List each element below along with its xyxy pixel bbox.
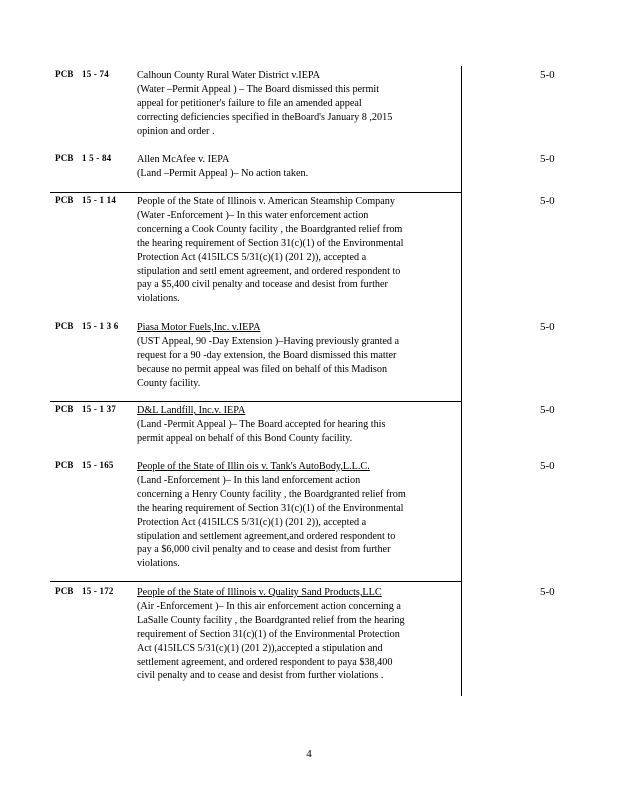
summary-line: civil penalty and to cease and desist from further violations . (137, 670, 384, 682)
case-title-text: People of the State of Illinois v. Quality Sand Products,LLC (137, 587, 382, 598)
vote-tally: 5-0 (540, 195, 555, 207)
summary-line: concerning a Henry County facility , the Boardgranted relief from (137, 488, 406, 500)
summary-line: Protection Act (415ILCS 5/31(c)(1) (201 2)), accepted a (137, 251, 367, 263)
summary-line: pay a $5,400 civil penalty and tocease and desist from further (137, 279, 388, 291)
docket-number: 15 - 165 (82, 460, 114, 470)
case-summary (137, 195, 447, 306)
docket-number: 15 - 1 14 (82, 195, 117, 205)
case-title (137, 586, 447, 600)
docket-number: 15 - 74 (82, 69, 109, 79)
page-number: 4 (306, 748, 312, 760)
summary-line: stipulation and settlement agreement,and ordered respondent to (137, 530, 396, 542)
docket-number: 15 - 1 3 6 (82, 321, 119, 331)
summary-line: Protection Act (415ILCS 5/31(c)(1) (201 2)), accepted a (137, 516, 367, 528)
summary-line: the hearing requirement of Section 31(c)(1) of the Environmental (137, 237, 404, 249)
summary-line: (UST Appeal, 90 -Day Extension )–Having previously granted a (137, 335, 400, 347)
case-summary (137, 460, 447, 571)
case-title (137, 69, 447, 83)
case-summary (137, 404, 447, 446)
summary-line: (Water -Enforcement )– In this water enforcement action (137, 209, 369, 221)
row-divider (50, 192, 462, 193)
case-summary (137, 321, 447, 391)
summary-line: (Land -Permit Appeal )– The Board accepted for hearing this (137, 418, 386, 430)
summary-line: opinion and order . (137, 125, 215, 137)
vote-tally: 5-0 (540, 586, 555, 598)
vote-tally: 5-0 (540, 404, 555, 416)
case-title (137, 460, 447, 474)
summary-line: because no permit appeal was filed on behalf of this Madison (137, 363, 388, 375)
row-divider (50, 581, 462, 582)
case-title (137, 153, 447, 167)
column-divider (461, 66, 462, 696)
docket-number: 15 - 1 37 (82, 404, 117, 414)
case-summary (137, 153, 447, 181)
summary-line: settlement agreement, and ordered respondent to paya $38,400 (137, 656, 393, 668)
summary-line: (Air -Enforcement )– In this air enforcement action concerning a (137, 600, 401, 612)
vote-tally: 5-0 (540, 69, 555, 81)
summary-line: appeal for petitioner's failure to file an amended appeal (137, 97, 362, 109)
docket-prefix: PCB (55, 153, 74, 163)
summary-line: County facility. (137, 377, 201, 389)
case-title (137, 195, 447, 209)
docket-prefix: PCB (55, 69, 74, 79)
vote-tally: 5-0 (540, 321, 555, 333)
summary-line: concerning a Cook County facility , the Boardgranted relief from (137, 223, 403, 235)
docket-number: 15 - 172 (82, 586, 114, 596)
summary-line: (Water –Permit Appeal ) – The Board dismissed this permit (137, 83, 380, 95)
summary-line: correcting deficiencies specified in theBoard's January 8 ,2015 (137, 111, 393, 123)
case-summary (137, 586, 447, 683)
summary-line: (Land –Permit Appeal )– No action taken. (137, 167, 309, 179)
case-title-text: Piasa Motor Fuels,Inc. v.IEPA (137, 322, 261, 333)
case-title-text: People of the State of Illinois v. American Steamship Company (137, 196, 395, 207)
case-title-text: Calhoun County Rural Water District v.IEPA (137, 70, 321, 81)
summary-line: permit appeal on behalf of this Bond County facility. (137, 432, 353, 444)
summary-line: pay a $6,000 civil penalty and to cease and desist from further (137, 544, 391, 556)
summary-line: LaSalle County facility , the Boardgranted relief from the hearing (137, 614, 405, 626)
docket-prefix: PCB (55, 404, 74, 414)
case-title (137, 404, 447, 418)
vote-tally: 5-0 (540, 153, 555, 165)
case-title (137, 321, 447, 335)
case-title-text: People of the State of Illin ois v. Tank's AutoBody,L.L.C. (137, 461, 370, 472)
case-title-text: D&L Landfill, Inc.v. IEPA (137, 405, 246, 416)
row-divider (50, 401, 462, 402)
summary-line: request for a 90 -day extension, the Board dismissed this matter (137, 349, 397, 361)
summary-line: violations. (137, 293, 180, 305)
case-title-text: Allen McAfee v. IEPA (137, 154, 230, 165)
docket-prefix: PCB (55, 195, 74, 205)
vote-tally: 5-0 (540, 460, 555, 472)
summary-line: the hearing requirement of Section 31(c)(1) of the Environmental (137, 502, 404, 514)
docket-number: 1 5 - 84 (82, 153, 112, 163)
docket-prefix: PCB (55, 321, 74, 331)
summary-line: requirement of Section 31(c)(1) of the Environmental Protection (137, 628, 400, 640)
summary-line: violations. (137, 558, 180, 570)
docket-prefix: PCB (55, 460, 74, 470)
docket-prefix: PCB (55, 586, 74, 596)
summary-line: Act (415ILCS 5/31(c)(1) (201 2)),accepted a stipulation and (137, 642, 383, 654)
case-summary (137, 69, 447, 139)
summary-line: stipulation and settl ement agreement, and ordered respondent to (137, 265, 401, 277)
summary-line: (Land -Enforcement )– In this land enforcement action (137, 474, 361, 486)
